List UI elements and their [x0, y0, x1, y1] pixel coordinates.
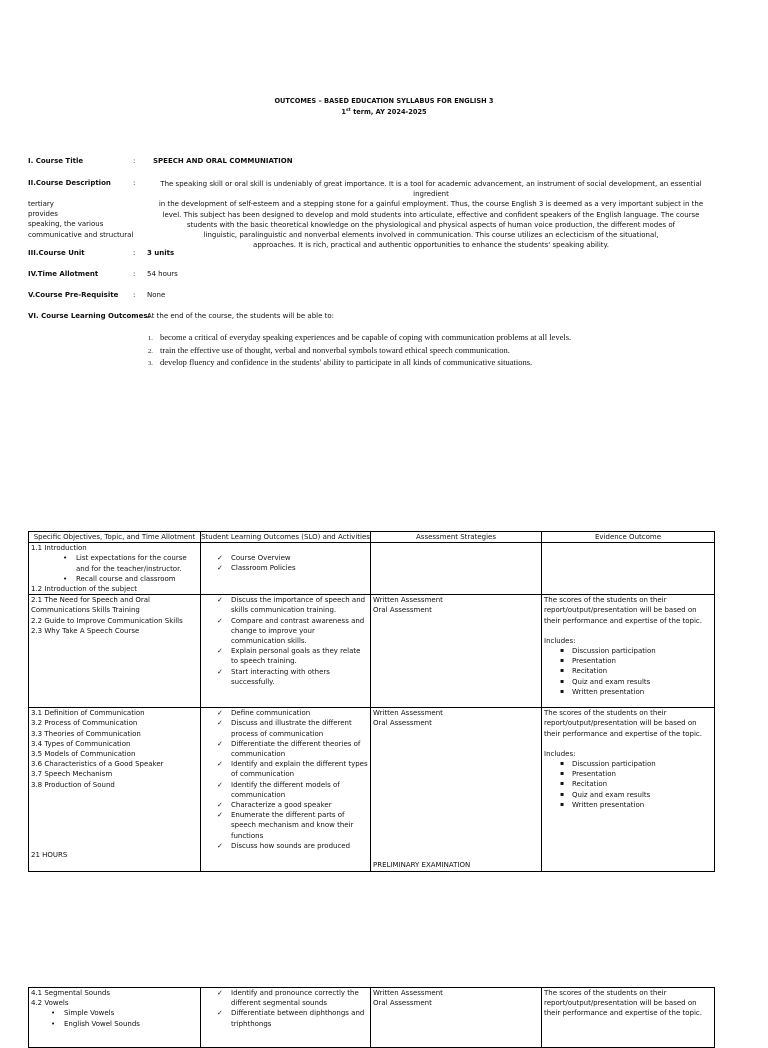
table-row	[29, 543, 715, 595]
table-header-row	[29, 532, 715, 543]
time-allotment-value: 54 hours	[147, 270, 178, 278]
syllabus-table	[28, 531, 715, 872]
course-description-overflow: tertiary provides speaking, the various communicative and structural	[28, 200, 134, 239]
table-row	[29, 988, 715, 1048]
outcome-item: 1. become a critical of everyday speaking experiences and be capable of coping with communication problems at all levels.	[148, 332, 572, 342]
assessment-cell: Written Assessment Oral Assessment	[371, 988, 542, 1048]
slo-cell: ✓ Define communication ✓ Discuss and illustrate the different process of communication ✓ Differentiate the different theories of communication ✓ Identify and explain the different types of communication ✓ Identify the different models of communication ✓ Characterize a good speaker ✓ Enumerate the different parts of speech mechanism and know their functions ✓ Discuss how sounds are produced	[201, 708, 371, 872]
course-description-text: The speaking skill or oral skill is undeniably of great importance. It is a tool for academic advancement, an instrument of social development, an essential ingredient in the development of self-esteem and a stepping stone for a gainful employment. Thus, the course English 3 is deemed as a very important subject in the level. This subject has been designed to develop and mold students into articulate, effective and confident speakers of the English language. The course students with the basic theoretical knowledge on the physiological and physical aspects of human voice production, the different modes of linguistic, paralinguistic and nonverbal elements involved in communication. This course utilizes an eclecticism of the situational, approaches. It is rich, practical and authentic opportunities to enhance the students' speaking ability.	[158, 180, 704, 250]
topic-cell: 2.1 The Need for Speech and Oral Communications Skills Training 2.2 Guide to Improve Communication Skills 2.3 Why Take A Speech Course	[29, 595, 201, 708]
column-header: Student Learning Outcomes (SLO) and Activities	[201, 533, 370, 541]
topic-cell: 3.1 Definition of Communication 3.2 Process of Communication 3.3 Theories of Communication 3.4 Types of Communication 3.5 Models of Communication 3.6 Characteristics of a Good Speaker 3.7 Speech Mechanism 3.8 Production of Sound 21 HOURS	[29, 708, 201, 872]
learning-outcomes-list	[148, 332, 571, 370]
course-title-label: I. Course Title	[28, 157, 84, 165]
colon: :	[133, 291, 136, 299]
table-row	[29, 595, 715, 708]
course-description-label: II.Course Description	[28, 179, 111, 187]
assessment-cell: Written Assessment Oral Assessment PRELIMINARY EXAMINATION	[371, 708, 542, 872]
evidence-cell: The scores of the students on their report/output/presentation will be based on their performance and expertise of the topic. Includes: ▪ Discussion participation ▪ Presentation ▪ Recitation ▪ Quiz and exam results ▪ Written presentation	[542, 708, 715, 872]
colon: :	[133, 249, 136, 257]
slo-cell: ✓ Course Overview ✓ Classroom Policies	[201, 543, 371, 595]
evidence-cell	[542, 543, 715, 595]
colon: :	[133, 179, 136, 187]
column-header: Evidence Outcome	[542, 532, 715, 543]
topic-cell: 4.1 Segmental Sounds 4.2 Vowels • Simple Vowels • English Vowel Sounds	[29, 988, 201, 1048]
slo-cell: ✓ Identify and pronounce correctly the different segmental sounds ✓ Differentiate between diphthongs and triphthongs	[201, 988, 371, 1048]
term-line: 1st term, AY 2024-2025	[341, 108, 427, 117]
column-header: Assessment Strategies	[371, 532, 542, 543]
course-unit-label: III.Course Unit	[28, 249, 85, 257]
syllabus-title: OUTCOMES – BASED EDUCATION SYLLABUS FOR ENGLISH 3	[274, 97, 494, 105]
topic-cell: 1.1 Introduction • List expectations for the course and for the teacher/instructor. • Recall course and classroom 1.2 Introduction of the subject	[29, 543, 201, 595]
assessment-cell	[371, 543, 542, 595]
prerequisite-value: None	[147, 291, 166, 299]
outcome-item: 3. develop fluency and confidence in the students' ability to participate in all kinds of communicative situations.	[148, 357, 533, 368]
learning-outcomes-intro: At the end of the course, the students will be able to:	[147, 312, 334, 320]
syllabus-table-continued	[28, 987, 715, 1048]
hours-label: 21 HOURS	[31, 851, 68, 860]
course-title-value: SPEECH AND ORAL COMMUNIATION	[153, 157, 293, 165]
course-unit-value: 3 units	[147, 249, 175, 257]
table-row	[29, 708, 715, 872]
prerequisite-label: V.Course Pre-Requisite	[28, 291, 119, 299]
time-allotment-label: IV.Time Allotment	[28, 270, 99, 278]
evidence-cell: The scores of the students on their report/output/presentation will be based on their performance and expertise of the topic.	[542, 988, 715, 1048]
outcome-item: 2. train the effective use of thought, verbal and nonverbal symbols toward ethical speech communication.	[148, 344, 510, 355]
colon: :	[133, 157, 136, 165]
colon: :	[133, 270, 136, 278]
evidence-cell: The scores of the students on their report/output/presentation will be based on their performance and expertise of the topic. Includes: ▪ Discussion participation ▪ Presentation ▪ Recitation ▪ Quiz and exam results ▪ Written presentation	[542, 595, 715, 708]
slo-cell: ✓ Discuss the importance of speech and skills communication training. ✓ Compare and contrast awareness and change to improve your communication skills. ✓ Explain personal goals as they relate to speech training. ✓ Start interacting with others successfully.	[201, 595, 371, 708]
column-header: Specific Objectives, Topic, and Time Allotment	[29, 532, 201, 543]
assessment-cell: Written Assessment Oral Assessment	[371, 595, 542, 708]
learning-outcomes-label: VI. Course Learning Outcomes:	[28, 312, 151, 320]
preliminary-exam-label: PRELIMINARY EXAMINATION	[373, 861, 471, 870]
